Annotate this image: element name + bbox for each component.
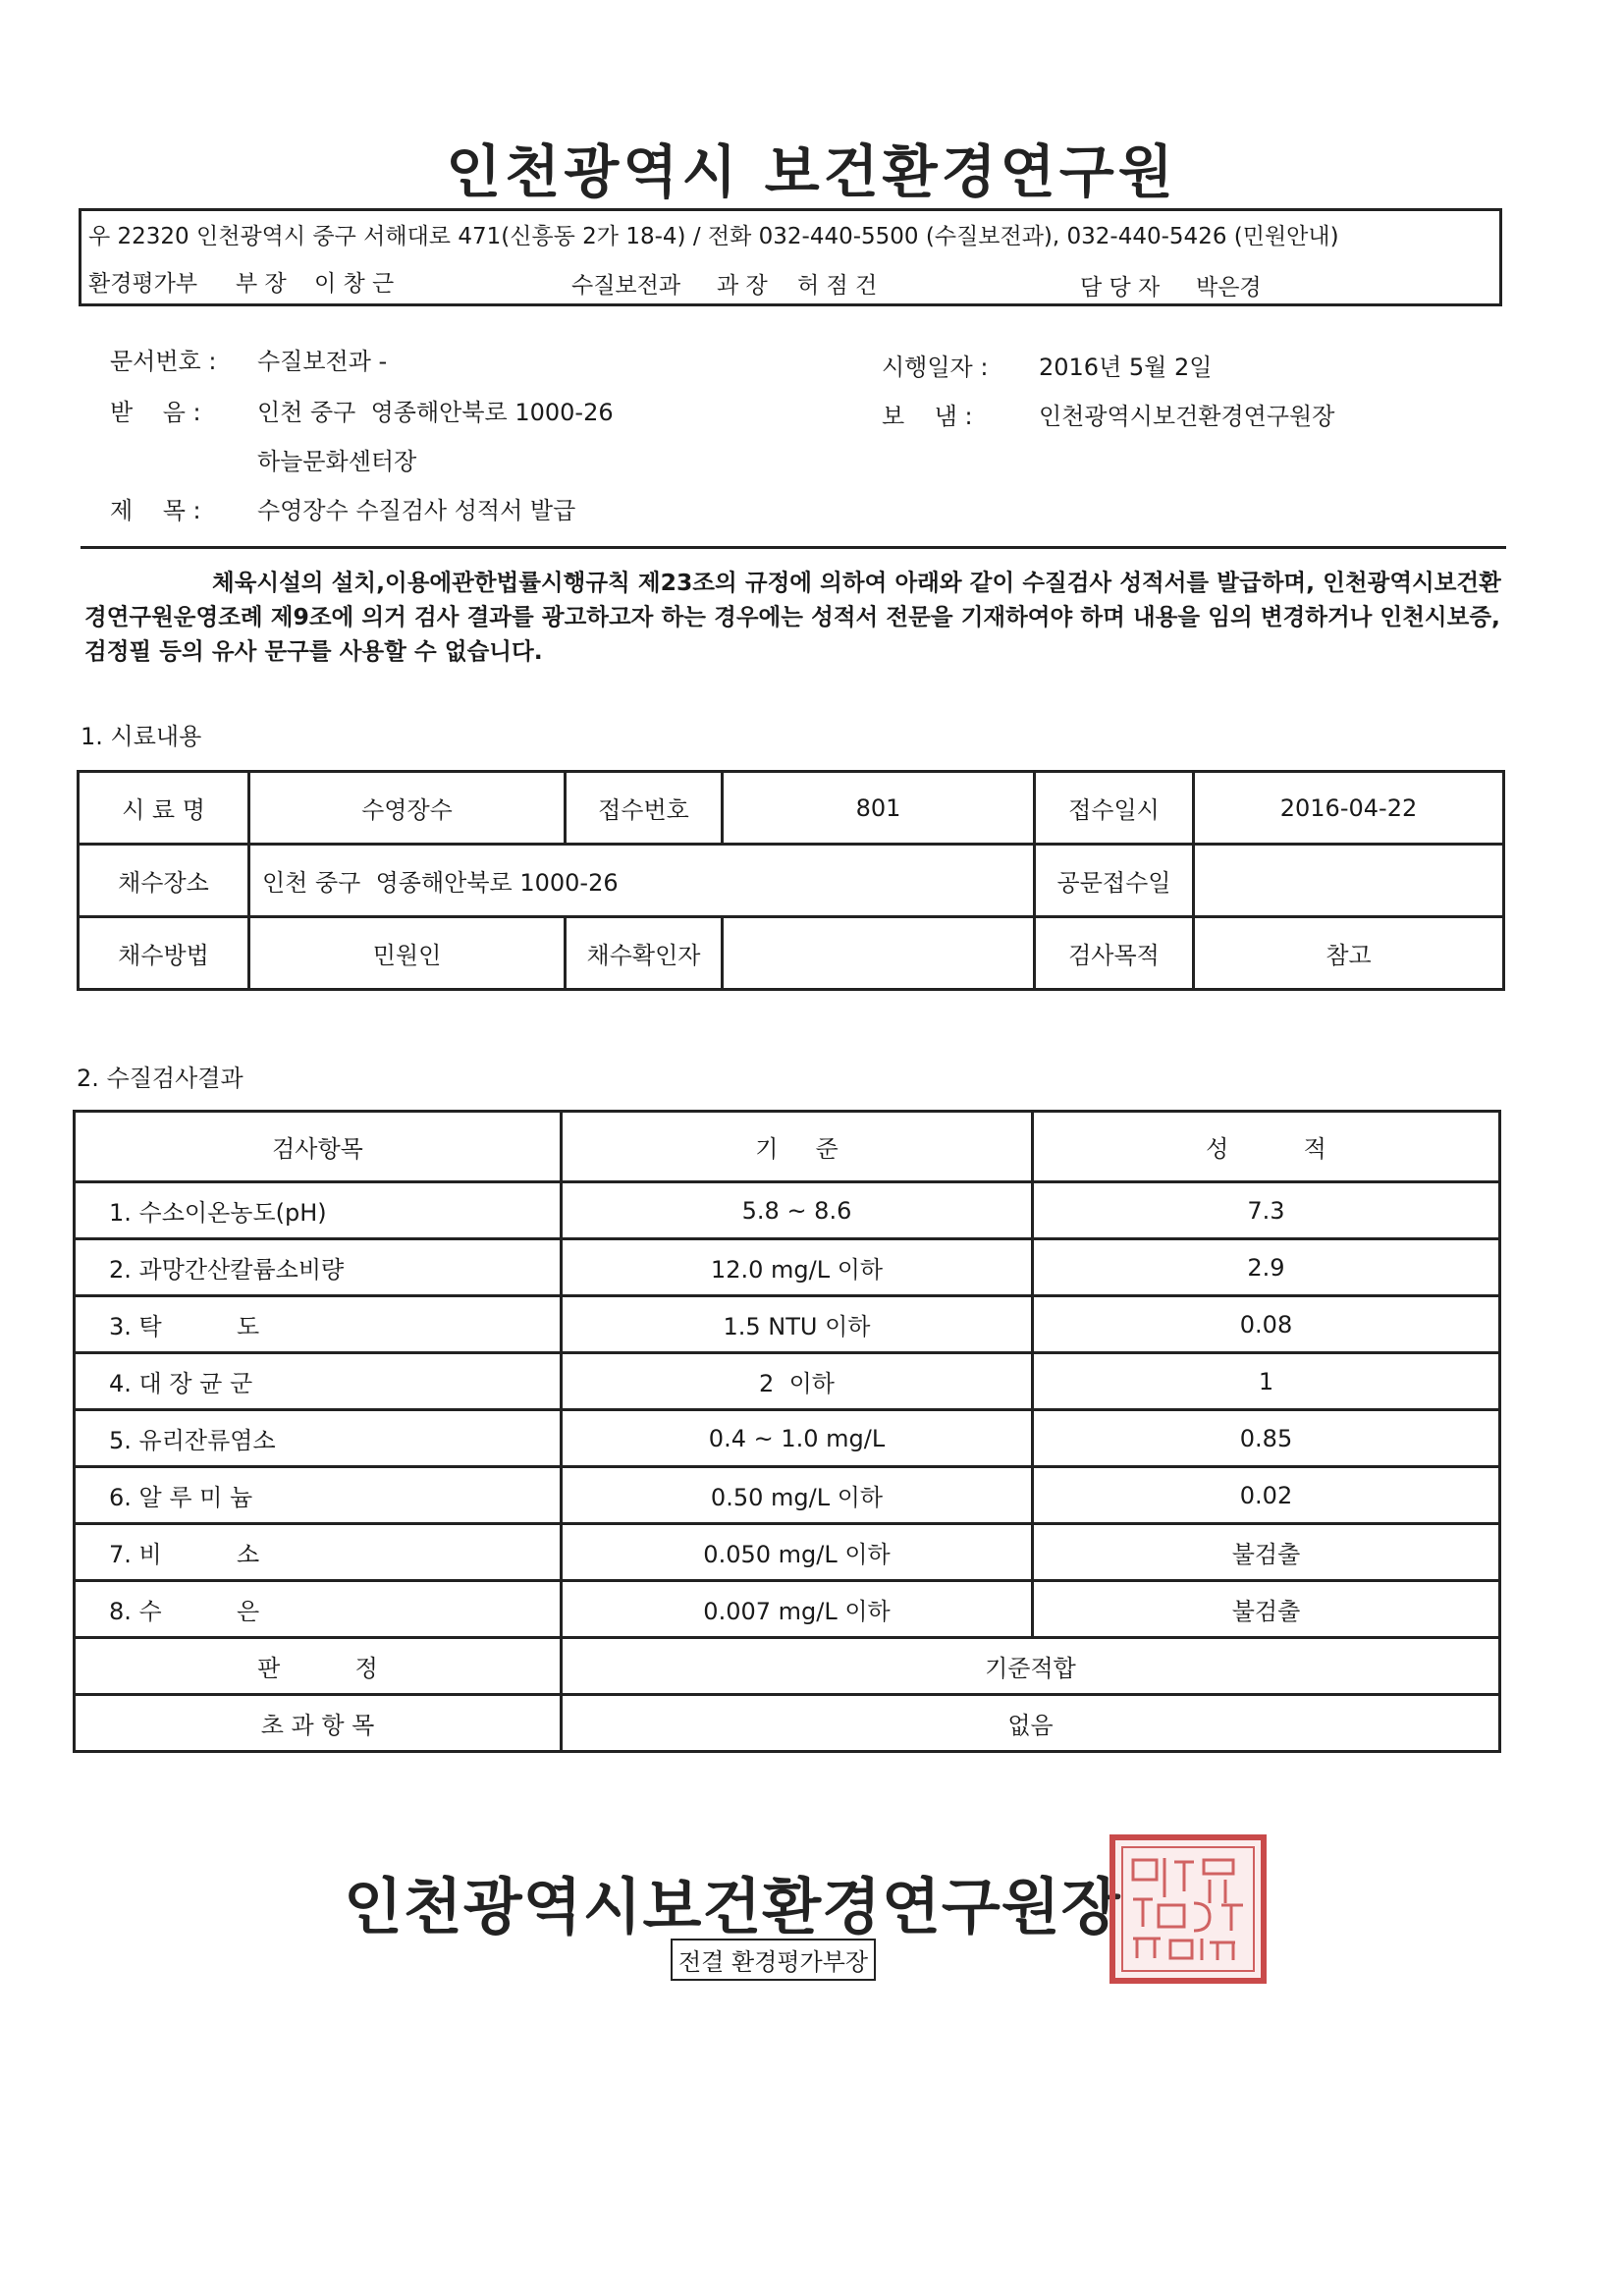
position-manager: 과 장	[717, 273, 768, 299]
sample-info-table	[77, 770, 1505, 991]
standard-ph: 5.8 ~ 8.6	[562, 1182, 1033, 1239]
confirmer-label: 채수확인자	[566, 917, 723, 990]
standard-aluminum: 0.50 mg/L 이하	[562, 1467, 1033, 1524]
standard-mercury: 0.007 mg/L 이하	[562, 1581, 1033, 1638]
receipt-date-value: 2016-04-22	[1194, 772, 1504, 845]
location-value: 인천 중구 영종해안북로 1000-26	[249, 845, 1035, 917]
sample-name-value: 수영장수	[249, 772, 566, 845]
method-value: 민원인	[249, 917, 566, 990]
standard-arsenic: 0.050 mg/L 이하	[562, 1524, 1033, 1581]
date-label: 시행일자 :	[882, 354, 989, 381]
recipient-name: 하늘문화센터장	[257, 448, 417, 475]
judgement-row	[75, 1638, 1500, 1695]
confirmer-value	[723, 917, 1035, 990]
issuer-title: 인천광역시보건환경연구원장	[344, 1871, 1121, 1942]
judgement-value: 기준적합	[562, 1638, 1500, 1695]
purpose-value: 참고	[1194, 917, 1504, 990]
item-ph: 1. 수소이온농도(pH)	[75, 1182, 562, 1239]
col-item-header: 검사항목	[75, 1112, 562, 1182]
official-date-label: 공문접수일	[1035, 845, 1194, 917]
dept-environment: 환경평가부	[88, 271, 198, 297]
name-director: 이 창 근	[314, 271, 395, 297]
item-aluminum: 6. 알 루 미 늄	[75, 1467, 562, 1524]
standard-kmno4: 12.0 mg/L 이하	[562, 1239, 1033, 1296]
table-row	[75, 1182, 1500, 1239]
sender-value: 인천광역시보건환경연구원장	[1039, 403, 1335, 430]
result-chlorine: 0.85	[1033, 1410, 1500, 1467]
official-date-value	[1194, 845, 1504, 917]
table-row	[75, 1410, 1500, 1467]
position-director: 부 장	[236, 271, 287, 297]
sender-label: 보 냄 :	[882, 403, 973, 430]
item-coliform: 4. 대 장 균 군	[75, 1353, 562, 1410]
receipt-no-value: 801	[723, 772, 1035, 845]
judgement-label: 판 정	[75, 1638, 562, 1695]
standard-coliform: 2 이하	[562, 1353, 1033, 1410]
item-kmno4: 2. 과망간산칼륨소비량	[75, 1239, 562, 1296]
dept-water: 수질보전과	[571, 273, 681, 299]
doc-number-label: 문서번호 :	[110, 348, 217, 375]
exceed-row	[75, 1695, 1500, 1752]
date-value: 2016년 5월 2일	[1039, 354, 1213, 381]
document-title: 인천광역시 보건환경연구원	[446, 138, 1177, 205]
section2-heading: 2. 수질검사결과	[77, 1065, 243, 1092]
name-manager: 허 점 건	[797, 273, 878, 299]
result-mercury: 불검출	[1033, 1581, 1500, 1638]
subject-label: 제 목 :	[110, 497, 201, 524]
standard-turbidity: 1.5 NTU 이하	[562, 1296, 1033, 1353]
subject-value: 수영장수 수질검사 성적서 발급	[257, 497, 576, 524]
delegation-label: 전결 환경평가부장	[671, 1939, 876, 1981]
official-seal	[1109, 1834, 1267, 1984]
divider-line	[81, 546, 1506, 549]
sample-row-1	[79, 772, 1504, 845]
result-kmno4: 2.9	[1033, 1239, 1500, 1296]
recipient-label: 받 음 :	[110, 399, 201, 426]
results-header-row	[75, 1112, 1500, 1182]
sample-row-3	[79, 917, 1504, 990]
item-mercury: 8. 수 은	[75, 1581, 562, 1638]
table-row	[75, 1524, 1500, 1581]
recipient-value: 인천 중구 영종해안북로 1000-26	[257, 399, 614, 426]
notice-text: 체육시설의 설치,이용에관한법률시행규칙 제23조의 규정에 의하여 아래와 같이 수질검사 성적서를 발급하며, 인천광역시보건환경연구원운영조례 제9조에 의거 검사 결과를 광고하고자 하는 경우에는 성적서 전문을 기재하여야 하며 내용을 임의 변경하거나 인천시보증, 검정필 등의 유사 문구를 사용할 수 없습니다.	[84, 569, 1501, 665]
seal-pattern	[1115, 1840, 1261, 1978]
exceed-label: 초 과 항 목	[75, 1695, 562, 1752]
doc-number-value: 수질보전과 -	[257, 348, 388, 375]
table-row	[75, 1239, 1500, 1296]
result-coliform: 1	[1033, 1353, 1500, 1410]
standard-chlorine: 0.4 ~ 1.0 mg/L	[562, 1410, 1033, 1467]
purpose-label: 검사목적	[1035, 917, 1194, 990]
col-standard-header: 기 준	[562, 1112, 1033, 1182]
location-label: 채수장소	[79, 845, 249, 917]
result-turbidity: 0.08	[1033, 1296, 1500, 1353]
receipt-date-label: 접수일시	[1035, 772, 1194, 845]
notice-paragraph	[84, 566, 1508, 669]
col-result-header: 성 적	[1033, 1112, 1500, 1182]
table-row	[75, 1353, 1500, 1410]
result-ph: 7.3	[1033, 1182, 1500, 1239]
method-label: 채수방법	[79, 917, 249, 990]
address-line: 우 22320 인천광역시 중구 서해대로 471(신흥동 2가 18-4) / 전화 032-440-5500 (수질보전과), 032-440-5426 (민원안내)	[88, 224, 1339, 249]
sample-name-label: 시 료 명	[79, 772, 249, 845]
table-row	[75, 1296, 1500, 1353]
position-staff: 담 당 자	[1080, 275, 1161, 301]
table-row	[75, 1581, 1500, 1638]
result-arsenic: 불검출	[1033, 1524, 1500, 1581]
receipt-no-label: 접수번호	[566, 772, 723, 845]
item-turbidity: 3. 탁 도	[75, 1296, 562, 1353]
item-chlorine: 5. 유리잔류염소	[75, 1410, 562, 1467]
sample-row-2	[79, 845, 1504, 917]
results-table	[73, 1110, 1501, 1753]
name-staff: 박은경	[1196, 275, 1262, 301]
item-arsenic: 7. 비 소	[75, 1524, 562, 1581]
table-row	[75, 1467, 1500, 1524]
exceed-value: 없음	[562, 1695, 1500, 1752]
result-aluminum: 0.02	[1033, 1467, 1500, 1524]
section1-heading: 1. 시료내용	[81, 723, 202, 750]
